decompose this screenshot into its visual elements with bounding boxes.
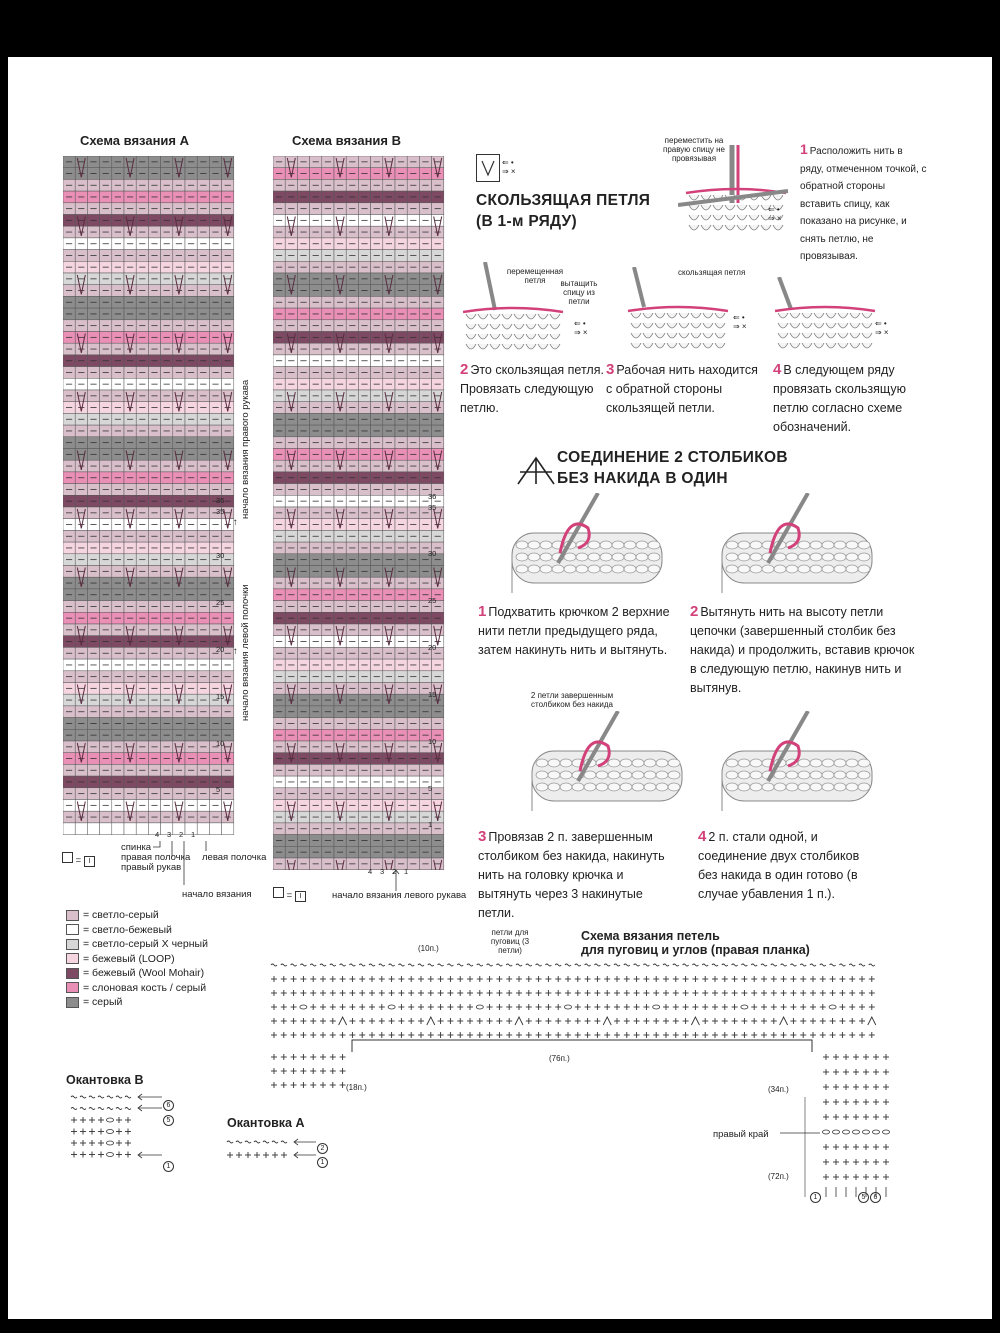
edging-b-diagram	[66, 1091, 176, 1167]
edging-b-title: Окантовка В	[66, 1073, 144, 1087]
buttonhole-label-72: (72п.)	[768, 1172, 789, 1181]
chart-a-label-left-front: начало вязания левой полочки	[240, 584, 251, 721]
crochet-illustration-4	[708, 711, 888, 811]
step-number: 1	[800, 141, 808, 157]
chart-a-row-30: 30	[216, 551, 225, 560]
chart-a-row-35: 35	[216, 507, 225, 516]
chart-a-row-36: 36	[216, 496, 225, 505]
circle-marker	[870, 1186, 881, 1204]
chart-a-label-right-sleeve: начало вязания правого рукава	[240, 379, 251, 519]
buttonhole-diagram	[260, 957, 900, 1202]
chart-b-row-1: 1	[428, 820, 433, 829]
chart-a-label-left-front-bottom: левая полочка	[202, 852, 267, 863]
legend-label: = светло-серый Х черный	[83, 938, 208, 950]
arrow-up-icon: ↑	[233, 646, 238, 657]
chart-a-label-back: спинка	[121, 842, 152, 853]
legend-item	[66, 908, 159, 922]
buttonhole-label-10: (10п.)	[418, 944, 439, 953]
sc2tog-step-3	[478, 827, 678, 923]
sc2tog-title-2: БЕЗ НАКИДА В ОДИН	[557, 470, 728, 487]
buttonhole-title	[581, 929, 810, 957]
slip-step-1	[800, 141, 928, 266]
sc2tog-title	[557, 447, 788, 489]
circle-marker	[810, 1186, 821, 1204]
chart-a-col-4: 4	[155, 830, 160, 839]
legend-swatch	[66, 997, 79, 1008]
chart-a-label-start: начало вязания	[182, 889, 252, 900]
page	[8, 57, 992, 1319]
buttonhole-label-34: (34п.)	[768, 1085, 789, 1094]
blank-cell-icon	[273, 887, 284, 898]
chart-b-key-eq: =	[286, 890, 293, 901]
step-number: 3	[478, 828, 487, 845]
arrow-up-icon: ↑	[233, 517, 238, 528]
knitting-illustration-3	[620, 267, 750, 359]
chart-b-grid	[273, 156, 445, 870]
step-text: Это скользящая петля. Провязать следующую петлю.	[460, 363, 604, 415]
circle-number: 5	[858, 1192, 869, 1203]
legend-item	[66, 952, 175, 966]
step-number: 1	[478, 603, 487, 620]
chart-a-pointer-lines	[153, 829, 218, 889]
blank-cell-icon	[62, 852, 73, 863]
direction-arrows-icon: ⇐ • ⇒ ×	[502, 158, 516, 176]
circle-marker	[163, 1109, 174, 1127]
legend-label: = слоновая кость / серый	[83, 981, 207, 994]
chart-b-row-20: 20	[428, 643, 437, 652]
circle-marker	[163, 1155, 174, 1173]
legend-label: = светло-бежевый	[83, 923, 172, 936]
chart-a-key	[62, 852, 95, 867]
step-text: Рабочая нить находится с обратной стороны скользящей петли.	[606, 363, 758, 415]
chart-b-row-36: 36	[428, 492, 437, 501]
chart-b-col-4: 4	[368, 867, 373, 876]
sc2tog-step-4	[698, 827, 878, 904]
chart-b-row-25: 25	[428, 596, 437, 605]
sc2tog-illus-label: 2 петли завершенным столбиком без накида	[530, 691, 614, 709]
step-text: Вытянуть нить на высоту петли цепочки (завершенный столбик без накида) и продолжить, вставив крючок в следующую петлю, накинув нить и вытянув.	[690, 605, 915, 695]
chart-b-title: Схема вязания В	[292, 133, 401, 148]
knitting-illustration-4	[773, 277, 883, 359]
chart-b-row-30: 30	[428, 549, 437, 558]
legend-item	[66, 995, 122, 1009]
step-text: В следующем ряду провязать скользящую петлю согласно схеме обозначений.	[773, 363, 906, 434]
slip-stitch-symbol-icon	[476, 154, 500, 182]
chart-b-key	[273, 887, 306, 902]
crochet-illustration-2	[708, 493, 888, 593]
knitting-illustration-1	[678, 143, 794, 241]
direction-arrows-icon: ⇐ • ⇒ ×	[574, 319, 588, 337]
buttonhole-label-18: (18п.)	[346, 1083, 367, 1092]
chart-b-label-start-left-sleeve: начало вязания левого рукава	[332, 890, 467, 901]
chart-a-row-20: 20	[216, 645, 225, 654]
legend-item	[66, 937, 208, 951]
step-text: Подхватить крючком 2 верхние нити петли предыдущего ряда, затем накинуть нить и вытянуть.	[478, 605, 670, 657]
chart-b-row-15: 15	[428, 690, 437, 699]
chart-a-row-25: 25	[216, 598, 225, 607]
circle-number: 1	[317, 1157, 328, 1168]
chart-a-grid	[63, 156, 235, 840]
sc2tog-title-1: СОЕДИНЕНИЕ 2 СТОЛБИКОВ	[557, 449, 788, 466]
chart-b-col-3: 3	[380, 867, 385, 876]
buttonhole-label-76: (76п.)	[549, 1054, 570, 1063]
slip-illus-2a-label: перемещенная петля	[506, 267, 564, 285]
chart-b-col-1: 1	[404, 867, 409, 876]
chart-b-col-2: 2	[392, 867, 397, 876]
legend-swatch	[66, 939, 79, 950]
legend-swatch	[66, 982, 79, 993]
step-text: Провязав 2 п. завершенным столбиком без накида, накинуть нить на головку крючка и вытянуть через 3 накинутые петли.	[478, 830, 665, 920]
arrow-up-icon	[391, 867, 401, 891]
direction-arrows-icon: ⇐ • ⇒ ×	[733, 313, 747, 331]
buttonhole-label-holes: петли для пуговиц (3 петли)	[490, 928, 530, 955]
chart-a-row-10: 10	[216, 739, 225, 748]
legend-label: = серый	[83, 996, 123, 1008]
circle-number: 1	[163, 1161, 174, 1172]
legend-swatch	[66, 968, 79, 979]
legend-item	[66, 923, 172, 937]
legend-swatch	[66, 910, 79, 921]
chart-b-row-5: 5	[428, 784, 433, 793]
legend-label: = бежевый (Wool Mohair)	[83, 967, 205, 979]
chart-b-row-35: 35	[428, 503, 437, 512]
circle-number: 5	[163, 1115, 174, 1126]
crochet-illustration-1	[498, 493, 678, 593]
buttonhole-label-right-edge: правый край	[713, 1129, 769, 1140]
slip-step-2	[460, 360, 610, 418]
chart-a-title: Схема вязания А	[80, 133, 189, 148]
step-number: 4	[698, 828, 707, 845]
slip-step-3	[606, 360, 758, 418]
circle-number: 6	[163, 1100, 174, 1111]
circle-number: 2	[317, 1143, 328, 1154]
edging-a-diagram	[222, 1134, 322, 1164]
chart-a-label-right-sleeve-bottom: правый рукав	[121, 862, 182, 873]
slip-stitch-title-2: (В 1-м РЯДУ)	[476, 213, 577, 230]
chart-a-col-3: 3	[167, 830, 172, 839]
slip-stitch-title	[476, 190, 650, 232]
chart-a-col-2: 2	[179, 830, 184, 839]
chart-a-row-5: 5	[216, 785, 221, 794]
slip-step-4	[773, 360, 933, 437]
sc2tog-step-1	[478, 602, 678, 660]
chart-a-row-15: 15	[216, 692, 225, 701]
purl-cell-icon: I	[84, 856, 95, 867]
legend-label: = светло-серый	[83, 909, 159, 921]
step-number: 2	[690, 603, 699, 620]
crochet-illustration-3	[518, 711, 698, 811]
slip-stitch-title-1: СКОЛЬЗЯЩАЯ ПЕТЛЯ	[476, 192, 651, 209]
legend-item	[66, 966, 204, 980]
legend-swatch	[66, 924, 79, 935]
chart-a-label-right-front: правая полочка	[121, 852, 191, 863]
legend-label: = бежевый (LOOP)	[83, 952, 175, 965]
slip-illus-1-label: переместить на правую спицу не провязывая	[663, 136, 725, 163]
step-number: 4	[773, 361, 782, 378]
knitting-illustration-2	[463, 262, 598, 358]
circle-number: 6	[870, 1192, 881, 1203]
step-text: 2 п. стали одной, и соединение двух столбиков без накида в один готово (в случае убавления 1 п.).	[698, 830, 860, 901]
circle-marker	[317, 1151, 328, 1169]
buttonhole-title-2: для пуговиц и углов (правая планка)	[581, 943, 810, 957]
legend-swatch	[66, 953, 79, 964]
slip-illus-3-label: скользящая петля	[678, 268, 746, 277]
slip-illus-2b-label: вытащить спицу из петли	[560, 279, 598, 306]
buttonhole-title-1: Схема вязания петель	[581, 929, 720, 943]
legend-item	[66, 981, 206, 995]
sc2tog-step-2	[690, 602, 920, 698]
step-number: 2	[460, 361, 469, 378]
chart-b-row-10: 10	[428, 737, 437, 746]
direction-arrows-icon: ⇐ • ⇒ ×	[875, 319, 889, 337]
step-number: 3	[606, 361, 615, 378]
sc2tog-symbol-icon	[516, 454, 556, 486]
step-text: Расположить нить в ряду, отмеченном точкой, с обратной стороны вставить спицу, как показано на рисунке, и снять петлю, не провязывая.	[800, 146, 927, 262]
chart-a-key-eq: =	[75, 855, 82, 866]
edging-a-title: Окантовка А	[227, 1116, 305, 1130]
circle-marker	[858, 1186, 869, 1204]
chart-a-col-1: 1	[191, 830, 196, 839]
direction-arrows-icon: ⇐ • ⇒ ×	[768, 205, 782, 223]
circle-number: 1	[810, 1192, 821, 1203]
purl-cell-icon: I	[295, 891, 306, 902]
